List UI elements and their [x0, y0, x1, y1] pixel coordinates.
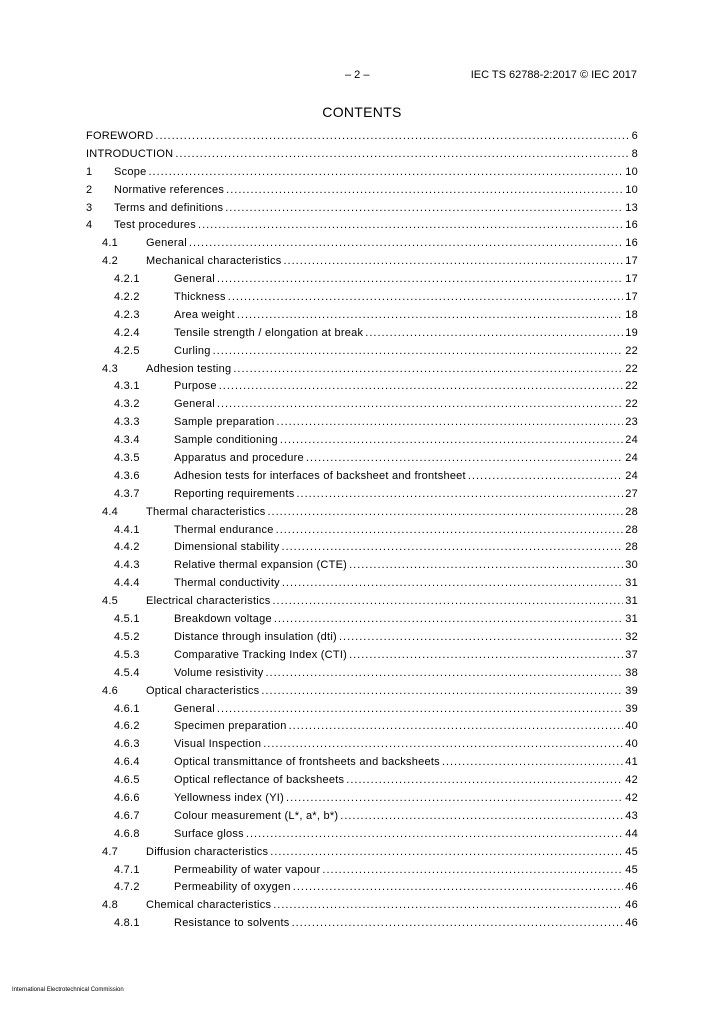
- toc-entry[interactable]: [86, 720, 638, 738]
- toc-entry-number: 4.2.4: [114, 326, 140, 339]
- toc-entry-page: 31: [625, 613, 638, 626]
- toc-entry-page: 43: [625, 809, 638, 822]
- toc-entry-page: 42: [625, 774, 638, 787]
- toc-leader-dots: [282, 541, 624, 553]
- toc-leader-dots: [175, 148, 629, 160]
- toc-entry-number: 4.4: [102, 505, 119, 518]
- toc-entry-number: 4.3: [102, 362, 119, 375]
- toc-leader-dots: [346, 774, 623, 786]
- toc-entry[interactable]: [86, 255, 638, 273]
- toc-leader-dots: [282, 577, 623, 589]
- toc-entry-page: 24: [625, 452, 638, 465]
- toc-entry[interactable]: [86, 667, 638, 685]
- toc-entry-label: Optical reflectance of backsheets: [174, 774, 345, 787]
- toc-entry[interactable]: [86, 184, 638, 202]
- toc-entry-page: 13: [625, 201, 638, 214]
- toc-leader-dots: [468, 470, 623, 482]
- toc-entry-number: 4.5.1: [114, 613, 140, 626]
- toc-entry[interactable]: [86, 738, 638, 756]
- toc-entry-page: 22: [625, 380, 638, 393]
- toc-entry[interactable]: [86, 810, 638, 828]
- toc-leader-dots: [273, 899, 623, 911]
- toc-entry-page: 22: [625, 398, 638, 411]
- toc-entry-label: Relative thermal expansion (CTE): [174, 559, 348, 572]
- toc-entry[interactable]: [86, 291, 638, 309]
- toc-entry-label: Chemical characteristics: [146, 899, 272, 912]
- toc-entry-label: Reporting requirements: [174, 487, 295, 500]
- toc-entry-label: Permeability of water vapour: [174, 863, 321, 876]
- toc-entry-page: 31: [625, 595, 638, 608]
- toc-entry-number: 4.3.3: [114, 416, 140, 429]
- toc-entry[interactable]: [86, 488, 638, 506]
- toc-entry[interactable]: [86, 363, 638, 381]
- toc-leader-dots: [276, 524, 624, 536]
- toc-entry-label: Specimen preparation: [174, 720, 287, 733]
- toc-entry-label: Distance through insulation (dti): [174, 630, 337, 643]
- toc-leader-dots: [217, 398, 623, 410]
- toc-entry-page: 10: [625, 183, 638, 196]
- toc-entry[interactable]: [86, 846, 638, 864]
- toc-entry-label: Volume resistivity: [174, 666, 264, 679]
- toc-leader-dots: [289, 720, 624, 732]
- toc-entry-number: 4.8.1: [114, 917, 140, 930]
- toc-entry-page: 28: [625, 523, 638, 536]
- toc-leader-dots: [198, 219, 623, 231]
- toc-entry-page: 16: [625, 219, 638, 232]
- toc-entry[interactable]: [86, 774, 638, 792]
- toc-entry-page: 32: [625, 630, 638, 643]
- toc-entry-number: 4.5.4: [114, 666, 140, 679]
- toc-entry[interactable]: [86, 703, 638, 721]
- toc-leader-dots: [349, 649, 623, 661]
- toc-entry-label: Curling: [174, 344, 211, 357]
- toc-entry-page: 17: [625, 291, 638, 304]
- toc-entry-page: 37: [625, 648, 638, 661]
- toc-entry-label: Normative references: [114, 183, 225, 196]
- toc-entry-page: 28: [625, 541, 638, 554]
- toc-entry-label: Dimensional stability: [174, 541, 280, 554]
- toc-entry-page: 45: [625, 845, 638, 858]
- toc-entry-label: Terms and definitions: [114, 201, 224, 214]
- toc-leader-dots: [365, 327, 623, 339]
- toc-entry-number: 4.1: [102, 237, 119, 250]
- toc-entry[interactable]: [86, 881, 638, 899]
- toc-entry-number: 4.2: [102, 255, 119, 268]
- toc-leader-dots: [293, 881, 623, 893]
- toc-entry-label: FOREWORD: [86, 130, 154, 142]
- toc-entry-label: Breakdown voltage: [174, 613, 272, 626]
- toc-entry-label: Diffusion characteristics: [146, 845, 269, 858]
- toc-entry[interactable]: [86, 380, 638, 398]
- toc-leader-dots: [296, 488, 623, 500]
- toc-entry-label: Electrical characteristics: [146, 595, 271, 608]
- toc-entry-page: 24: [625, 469, 638, 482]
- toc-entry-number: 4.2.1: [114, 273, 140, 286]
- toc-entry[interactable]: [86, 327, 638, 345]
- toc-entry-page: 46: [625, 917, 638, 930]
- toc-entry[interactable]: [86, 595, 638, 613]
- toc-entry-page: 6: [631, 130, 638, 142]
- toc-entry-label: Test procedures: [114, 219, 197, 232]
- toc-entry[interactable]: [86, 559, 638, 577]
- toc-entry-page: 28: [625, 505, 638, 518]
- toc-leader-dots: [217, 703, 623, 715]
- toc-entry-number: 4.6.5: [114, 774, 140, 787]
- toc-leader-dots: [340, 810, 623, 822]
- toc-leader-dots: [225, 202, 623, 214]
- toc-entry-number: 4.3.2: [114, 398, 140, 411]
- toc-entry-number: 4.7.2: [114, 881, 140, 894]
- toc-entry-number: 2: [86, 183, 93, 196]
- toc-entry-page: 27: [625, 487, 638, 500]
- toc-leader-dots: [213, 345, 624, 357]
- toc-entry-label: Comparative Tracking Index (CTI): [174, 648, 348, 661]
- toc-entry-number: 4.6.8: [114, 827, 140, 840]
- toc-entry[interactable]: [86, 130, 638, 148]
- toc-leader-dots: [228, 291, 623, 303]
- toc-entry[interactable]: [86, 452, 638, 470]
- toc-entry-page: 45: [625, 863, 638, 876]
- toc-entry-label: Purpose: [174, 380, 217, 393]
- toc-entry[interactable]: [86, 864, 638, 882]
- toc-leader-dots: [277, 416, 624, 428]
- toc-entry-number: 4.2.3: [114, 308, 140, 321]
- toc-entry[interactable]: [86, 202, 638, 220]
- toc-entry[interactable]: [86, 631, 638, 649]
- toc-entry-label: Thermal characteristics: [146, 505, 266, 518]
- toc-leader-dots: [265, 667, 623, 679]
- toc-entry-page: 16: [625, 237, 638, 250]
- toc-entry-page: 38: [625, 666, 638, 679]
- toc-entry-label: Thickness: [174, 291, 226, 304]
- toc-entry-label: General: [174, 702, 215, 715]
- standard-reference: IEC TS 62788-2:2017 © IEC 2017: [470, 69, 637, 81]
- toc-entry-number: 4.8: [102, 899, 119, 912]
- toc-leader-dots: [292, 917, 624, 929]
- toc-entry-page: 18: [625, 308, 638, 321]
- toc-entry[interactable]: [86, 506, 638, 524]
- toc-entry[interactable]: [86, 237, 638, 255]
- toc-leader-dots: [246, 828, 623, 840]
- toc-leader-dots: [148, 166, 623, 178]
- toc-leader-dots: [339, 631, 623, 643]
- toc-entry-number: 4.5.2: [114, 630, 140, 643]
- toc-entry-page: 31: [625, 577, 638, 590]
- toc-entry-label: Permeability of oxygen: [174, 881, 291, 894]
- toc-entry-page: 30: [625, 559, 638, 572]
- toc-leader-dots: [219, 380, 624, 392]
- toc-entry-number: 1: [86, 165, 93, 178]
- toc-entry-number: 4.5: [102, 595, 119, 608]
- toc-entry-label: Yellowness index (YI): [174, 791, 285, 804]
- toc-entry-page: 23: [625, 416, 638, 429]
- toc-entry-number: 4.2.2: [114, 291, 140, 304]
- toc-entry-label: Thermal endurance: [174, 523, 274, 536]
- publisher-footer: International Electrotechnical Commission: [12, 987, 124, 993]
- toc-leader-dots: [349, 559, 623, 571]
- toc-entry[interactable]: [86, 649, 638, 667]
- toc-entry[interactable]: [86, 273, 638, 291]
- toc-entry-page: 10: [625, 165, 638, 178]
- toc-entry-number: 4.7.1: [114, 863, 140, 876]
- toc-entry[interactable]: [86, 577, 638, 595]
- toc-entry[interactable]: [86, 524, 638, 542]
- toc-entry-page: 41: [625, 756, 638, 769]
- toc-entry-number: 4.6.4: [114, 756, 140, 769]
- toc-entry[interactable]: [86, 416, 638, 434]
- toc-entry-page: 39: [625, 702, 638, 715]
- toc-entry-number: 4.3.5: [114, 452, 140, 465]
- toc-entry-label: Area weight: [174, 308, 235, 321]
- toc-entry-page: 19: [625, 326, 638, 339]
- toc-entry[interactable]: [86, 899, 638, 917]
- toc-entry[interactable]: [86, 398, 638, 416]
- toc-entry-page: 8: [631, 147, 638, 160]
- toc-entry-page: 44: [625, 827, 638, 840]
- toc-entry-label: General: [146, 237, 187, 250]
- toc-entry-number: 4.6: [102, 684, 119, 697]
- toc-entry-number: 4.4.1: [114, 523, 140, 536]
- toc-entry[interactable]: [86, 345, 638, 363]
- toc-entry-number: 4.4.2: [114, 541, 140, 554]
- toc-entry-label: Sample preparation: [174, 416, 275, 429]
- toc-entry-number: 4.3.7: [114, 487, 140, 500]
- toc-entry[interactable]: [86, 792, 638, 810]
- toc-leader-dots: [284, 255, 624, 267]
- toc-leader-dots: [263, 738, 623, 750]
- toc-entry-page: 42: [625, 791, 638, 804]
- toc-leader-dots: [280, 434, 623, 446]
- toc-entry-label: Tensile strength / elongation at break: [174, 326, 364, 339]
- toc-entry[interactable]: [86, 434, 638, 452]
- toc-entry-label: Surface gloss: [174, 827, 244, 840]
- page-number-header: – 2 –: [345, 69, 370, 81]
- toc-entry-number: 4.7: [102, 845, 119, 858]
- toc-entry-page: 22: [625, 344, 638, 357]
- toc-entry-page: 22: [625, 362, 638, 375]
- toc-leader-dots: [237, 309, 623, 321]
- toc-leader-dots: [155, 130, 629, 142]
- toc-entry[interactable]: [86, 756, 638, 774]
- toc-entry-number: 4.5.3: [114, 648, 140, 661]
- toc-entry-number: 4.6.2: [114, 720, 140, 733]
- toc-entry-label: Apparatus and procedure: [174, 452, 304, 465]
- toc-leader-dots: [322, 864, 623, 876]
- toc-entry-label: Adhesion testing: [146, 362, 232, 375]
- toc-entry-label: Visual Inspection: [174, 738, 262, 751]
- toc-entry-label: Sample conditioning: [174, 434, 278, 447]
- toc-entry-number: 4.6.7: [114, 809, 140, 822]
- toc-leader-dots: [286, 792, 623, 804]
- toc-entry-label: Optical transmittance of frontsheets and backsheets: [174, 756, 440, 769]
- toc-entry-number: 4.4.3: [114, 559, 140, 572]
- toc-entry-label: Thermal conductivity: [174, 577, 280, 590]
- toc-entry-page: 17: [625, 273, 638, 286]
- toc-entry-number: 4.6.1: [114, 702, 140, 715]
- toc-entry[interactable]: [86, 685, 638, 703]
- toc-entry-number: 4: [86, 219, 93, 232]
- toc-entry-label: Mechanical characteristics: [146, 255, 282, 268]
- toc-leader-dots: [267, 506, 623, 518]
- toc-leader-dots: [233, 363, 623, 375]
- toc-entry[interactable]: [86, 219, 638, 237]
- toc-entry-label: Scope: [114, 165, 147, 178]
- toc-leader-dots: [272, 595, 623, 607]
- toc-entry-label: General: [174, 398, 215, 411]
- table-of-contents: [86, 130, 638, 935]
- toc-leader-dots: [217, 273, 623, 285]
- toc-entry-page: 24: [625, 434, 638, 447]
- toc-entry-number: 4.4.4: [114, 577, 140, 590]
- toc-entry-page: 46: [625, 899, 638, 912]
- toc-entry-page: 40: [625, 738, 638, 751]
- toc-entry[interactable]: [86, 613, 638, 631]
- toc-leader-dots: [274, 613, 623, 625]
- toc-leader-dots: [261, 685, 623, 697]
- toc-leader-dots: [189, 237, 623, 249]
- toc-entry-number: 4.6.3: [114, 738, 140, 751]
- toc-leader-dots: [442, 756, 623, 768]
- toc-entry-label: Adhesion tests for interfaces of backsheet and frontsheet: [174, 469, 466, 482]
- toc-entry-label: Optical characteristics: [146, 684, 260, 697]
- toc-entry-page: 39: [625, 684, 638, 697]
- toc-entry-label: Resistance to solvents: [174, 917, 290, 930]
- toc-leader-dots: [306, 452, 623, 464]
- toc-entry[interactable]: [86, 917, 638, 935]
- toc-entry-label: Colour measurement (L*, a*, b*): [174, 809, 339, 822]
- toc-entry[interactable]: [86, 828, 638, 846]
- toc-entry[interactable]: [86, 541, 638, 559]
- toc-entry-label: INTRODUCTION: [86, 147, 174, 160]
- contents-title: CONTENTS: [322, 104, 402, 120]
- toc-entry[interactable]: [86, 470, 638, 488]
- toc-entry-number: 4.3.6: [114, 469, 140, 482]
- toc-entry[interactable]: [86, 309, 638, 327]
- toc-entry[interactable]: [86, 166, 638, 184]
- toc-entry-page: 40: [625, 720, 638, 733]
- toc-entry-number: 4.2.5: [114, 344, 140, 357]
- toc-entry-number: 4.3.1: [114, 380, 140, 393]
- toc-leader-dots: [270, 846, 623, 858]
- toc-entry-page: 46: [625, 881, 638, 894]
- toc-entry-number: 4.6.6: [114, 791, 140, 804]
- toc-entry-number: 3: [86, 201, 93, 214]
- toc-entry[interactable]: [86, 148, 638, 166]
- toc-entry-page: 17: [625, 255, 638, 268]
- toc-entry-number: 4.3.4: [114, 434, 140, 447]
- toc-entry-label: General: [174, 273, 215, 286]
- toc-leader-dots: [226, 184, 623, 196]
